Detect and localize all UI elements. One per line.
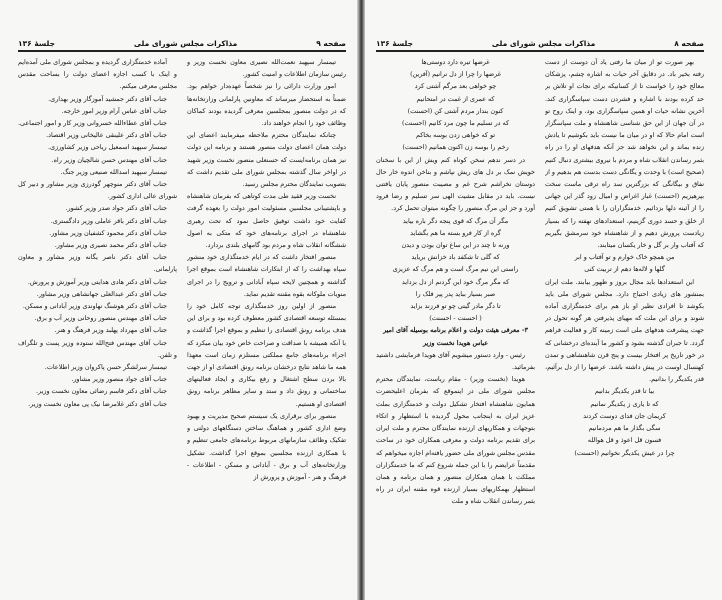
paragraph: جناب آقای دکتر جمشید آموزگار وزیر بهداری. (48, 94, 167, 103)
verse-line: من همچو خاک خوارم و تو آفتاب و ابر (574, 253, 675, 262)
paragraph: امور وزارت دارائی را نیز شخصاً عهده‌دار خواهم بود. ضمناً به استحضار میرساند که معاونین پارلمانی وزارتخانه‌ها که در دولت منصور بمجلسین معرفی گردیده بودند کماکان وظائف خود را انجام خواهند داد. (187, 82, 346, 128)
left-page-title: مذاکرات مجلس شورای ملی (133, 39, 238, 48)
verse-line: ورنه تا چند در این ساغ توان بودن و دیدن (401, 241, 510, 250)
paragraph: جناب آقای عطاءالله خسروانی وزیر کار و امور اجتماعی. (18, 119, 167, 128)
right-page-column-left (376, 56, 535, 588)
verse-line: غرضها را چرا از دل نرانیم (آفرین) (410, 70, 501, 79)
paragraph: جناب آقای دکتر قاسم رضائی معاون نخست وزیر. (36, 387, 167, 396)
verse-line: صبر بسیار بباید پدر پیر فلک را (415, 289, 496, 298)
paragraph: جناب آقای عباس آرام وزیر امور خارجه. (61, 106, 167, 115)
paragraph: نخست وزیر فقید طی مدت کوتاهی که بفرمان شاهنشاه و باپشتیبانی مجلسین مسئولیت امور دولت را بعهده گرفت کفایت خود داشت توفیق حاصل نمود که تحت رهبری شاهنشاه در اجرای برنامه‌های خود که متکی به اصول ششگانه انقلاب شاه و مردم بود گامهای بلندی بردارد. (187, 192, 346, 250)
paragraph: جناب آقای دکتر محمود کشفیان وزیر مشاور. (49, 228, 167, 237)
paragraph: تیمسار سپهبد نعمت‌الله نصیری معاون نخست وزیر و رئیس سازمان اطلاعات و امنیت کشور. (187, 58, 346, 79)
paragraph: جناب آقای مهرداد پهلبد وزیر فرهنگ و هنر. (54, 326, 167, 335)
left-page-column-left (18, 56, 177, 588)
paragraph: جناب آقای دکتر جواد صدر وزیر کشور. (65, 204, 167, 213)
left-page-number: صفحه ۹ (316, 39, 346, 48)
verse-line: تو که خواهی زدن بوسه بخاکم (415, 131, 496, 140)
header-divider (376, 50, 704, 52)
right-page-number: صفحه ۸ (674, 39, 704, 48)
paragraph: چنانکه نمایندگان محترم ملاحظه میفرمایند اعضای این دولت همان اعضای دولت منصور هستند و برنامه این دولت نیز همان برنامه‌ایست که حسنعلی منصور نخست وزیر شهید در اواخر سال گذشته بمجلس شورای ملی تقدیم داشت که بتصویب نمایندگان محترم مجلس رسید. (187, 131, 346, 189)
verse-line: که گلی تا شکفد باد خزانش بریاید (411, 253, 500, 262)
verse-line: بیا تا قدر یکدیگر بدانیم (594, 387, 655, 396)
verse-line: گره از کار فرو بسته ما هم بگشاید (410, 228, 501, 237)
verse-line: تا دگر مادر گیتی چو تو فرزند بزاید (410, 302, 501, 311)
right-page-session: جلسهٔ ۱۳۶ (376, 39, 413, 48)
verse-line: سگی بگذار ما هم مردمانیم (588, 424, 661, 433)
paragraph: منصور افتخار داشت که در ایام خدمتگذاری خود منشور سپاه بهداشت را که از ابتکارات شاهنشاه است بموقع اجرا گذاشته و همچنین لایحه سپاه آبادانی و ترویج را در اجرای منویات ملوکانه بقوه مقننه تقدیم نماید. (187, 253, 346, 298)
verse-line: که عمری از غمت در امتحانیم (416, 94, 495, 103)
paragraph: جناب آقای جواد منصور وزیر مشاور. (71, 375, 167, 384)
paragraph: تیمسار سپهبد اسمعیل ریاحی وزیر کشاورزی. (47, 143, 167, 152)
book-spine (357, 0, 365, 600)
verse-line: که تا یاری ز یکدیگر نمانیم (590, 399, 659, 408)
paragraph: منصور از اولین روز خدمتگذاری توجه کامل خود را بمسئله توسعه اقتصادی کشور معطوف کرده بود و برای این هدف برنامه رونق اقتصادی را تنظیم و بموقع اجرا گذاشت و با آنکه همیشه با صداقت و صراحت خاص خود بیان میکرد که اجراء برنامه‌های جامع مملکتی مستلزم زمان است معهذا همه ما شاهد نتایج درخشان برنامه رونق اقتصادی او از جهت بالا بردن سطح اشتغال و رفع بیکاری و ایجاد فعالیتهای ساختمانی و رونق داد و ستد و سایر مظاهر برنامه رونق اقتصادی او هستیم. (187, 302, 346, 408)
paragraph: تیمسار سپهبد اسدالله صنیعی وزیر جنگ. (60, 167, 167, 176)
paragraph: در دسر ندهم سخن کوتاه کنم ویش از این با سخنان خویش نمک بر دل های ریش نپاشم و بناخن اندوه خار حال دوستان نخراشم شرح غم و مصیبت منصور پایان یافتنی نیست. باید در مقابل مشیت الهی سر تسلیم و رضا فرود آورد و جز این مرگ منصور را چگونه میتوان تحمل کرد. (376, 155, 535, 213)
verse-line: چرا در عیش یکدیگر نخوانیم (احسنت) (574, 448, 675, 457)
verse-line: فسون قل اعوذ و قل هوالله (587, 436, 662, 445)
verse-line: رخم را بوسه زن اکنون همانیم (احسنت) (402, 143, 509, 152)
paragraph: رئیس - وارد دستور میشویم آقای هویدا فرمایشی داشتید بفرمائید. (376, 350, 535, 372)
verse-line: گلها و لاله‌ها دهم از تربیت کنی (584, 265, 665, 274)
paragraph: جناب آقای دکتر محمد نصیری وزیر مشاور. (54, 241, 167, 250)
right-page-header (376, 34, 704, 48)
paragraph: جناب آقای دکتر غلامرضا نیک پی معاون نخست وزیر. (28, 399, 167, 408)
paragraph: هویدا (نخست وزیر) - مقام ریاست، نمایندگان محترم مجلس شورای ملی در اینموقع که بفرمان اعلیحضرت همایون شاهنشاه افتخار تشکیل دولت و خدمتگزاری بملت عزیز ایران به اینجانب محول گردیده با استظهار و اتکاء بتوجهات و همکاریهای ارزنده نمایندگان محترم و ملت ایران برای تقدیم برنامه دولت و معرفی همکاران خود در ساحت مقدس مجلس شورای ملی حضور یافته‌ام اجازه میخواهم که مقدمتاً عرایضم را با این جمله شروع کنم که ما خدمتگزاران مملکت با همان همکاران منصور و همان برنامه و همان استظهار بهمکاریهای بسیار ارزنده قوه مقننه ایران در راه بثمر رساندن انقلاب شاه و ملت (376, 375, 535, 506)
paragraph: آماده خدمتگزاری گردیده و بمجلس شورای ملی آمده‌ایم و اینک با کسب اجازه اعضای دولت را بساحت مقدس مجلس معرفی میکنم. (18, 58, 177, 91)
left-page-columns (18, 56, 346, 588)
left-page-header (18, 34, 346, 48)
paragraph: جناب آقای دکتر منوچهر گودرزی وزیر مشاور و دبیر کل شورای عالی اداری کشور. (18, 180, 177, 201)
paragraph: منصور برای برقراری یک سیستم صحیح مدیریت و بهبود وضع اداری کشور و هماهنگ ساختن دستگاههای دولتی و تفکیک وظائف سازمانهای مربوط برنامه‌های جامعی تنظیم و با همکاری ارزنده مجلسین بموقع اجرا گذاشت. تشکیل وزارتخانه‌های آب و برق - آبادانی و مسکن - اطلاعات - فرهنگ و هنر - آموزش و پرورش از (187, 411, 346, 481)
paragraph: جناب آقای مهندس منصور روحانی وزیر آب و برق. (34, 314, 167, 323)
right-page-column-right (545, 56, 704, 588)
paragraph: جناب آقای مهندس فتح‌الله ستوده وزیر پست و تلگراف و تلفن. (18, 338, 177, 359)
paragraph: جناب آقای دکتر هادی هدایتی وزیر آموزش و پرورش. (27, 277, 167, 286)
section-heading: ۳- معرفی هیئت دولت و اعلام برنامه بوسیله آقای امیر عباس هویدا نخست وزیر (383, 326, 528, 347)
left-page-column-right (187, 56, 346, 588)
paragraph: جناب آقای دکتر عبدالعلی جهانشاهی وزیر مشاور. (36, 289, 167, 298)
right-page (361, 0, 722, 600)
paragraph: جناب آقای دکتر باقر عاملی وزیر دادگستری. (50, 216, 167, 225)
paragraph: ( احسنت - احسنت) (429, 314, 482, 323)
paragraph: تیمسار سرلشگر حسن پاکروان وزیر اطلاعات. (44, 363, 167, 372)
right-page-columns (376, 56, 704, 588)
verse-line: کریمان جان فدای دوست کردند (583, 411, 666, 420)
verse-line: مگر آن مرگ که قوی پنجه دگر باره بیاید (402, 216, 509, 225)
header-divider (18, 50, 346, 52)
paragraph: این استعدادها باید مجال بروز و ظهور بیابند. ملت ایران بمنشور های زیادی احتیاج دارد. مجلس شورای ملی باید بکوشد تا افرادی نظیر او باز هم برای خدمتگزاری آماده شوند و برای این ملت که مهیای پذیرفتن هر گونه تحول در جهت پیشرفت هدفهای ملی است زمینه کار و فعالیت فراهم گردد. تا جبران گذشته بشود و کشور ما آینده‌ای درخشانی که در خور تاریخ پر افتخار بیست و پنج قرن شاهنشاهی و تمدن کهنسال اوست در پیش داشته باشد. عرضها را از دل برآئیم، قدر یکدیگر را بدانیم. (545, 277, 704, 384)
verse-line: غرضها تیره دارد دوستی‌ها (421, 58, 490, 66)
paragraph: جناب آقای مهندس حسن شالچیان وزیر راه. (51, 155, 167, 164)
paragraph: جناب آقای دکتر هوشنگ نهاوندی وزیر آبادانی و مسکن. (22, 302, 167, 311)
paragraph: جناب آقای دکتر ناصر یگانه وزیر مشاور و معاون پارلمانی. (18, 253, 177, 274)
verse-line: کنون بندار مردم آشتی کن (احسنت) (407, 106, 504, 115)
paragraph: جناب آقای دکتر علینقی عالیخانی وزیر اقتصاد. (46, 131, 167, 140)
right-page-title: مذاکرات مجلس شورای ملی (491, 39, 596, 48)
verse-line: راستی این نیم مرگ است و هم مرگ که عزیزی (392, 265, 519, 274)
paragraph: بهر صورت تو از میان ما رفتی یاد آن دوست از دست رفته بخیر باد. در دقایق آخر حیات به اشاره چشم، پزشکان معالج خود را خواست تا از کسانیکه برای نجات او تلاش بر حد کرده بودند با اشاره و فشردن دست سپاسگزاری کند. آخرین نشانه حیات او همین سپاسگزاری بود، و اینک روح تو در آن جهان از این حق شناسی شاهنشاه و ملت سپاسگزار است امام حالا که او در میان ما نیست باید بکوشیم تا یادش زنده بماند و این نخواهد شد جز آنکه هدفهای او را در راه بثمر رساندن انقلاب شاه و مردم با نیروی بیشتری دنبال کنیم (صحیح است) با وحدت و یگانگی دست بدست هم بدهیم و از نفاق و بیگانگی که بزرگترین سد راه ترقی ماست سخت بپرهیزیم (احسنت) غبار اغراض و امیال زود گذر این جهانی را از آئینه دلها بزدائیم. خدمتگزاران را با همتی تشویق کنیم از خلق و حسد دوری گزینیم، استعدادهای نهفته را که بسیار زیادست پرورش دهیم و از شاهنشاه خود سرمشق بگیریم که آفتاب وار بر گل و خار یکسان میتابند. (545, 58, 704, 250)
verse-line: که در تسلیم ما چون مرد کانیم (احسنت) (401, 119, 510, 128)
left-page-session: جلسهٔ ۱۳۶ (18, 39, 55, 48)
verse-line: که مگر مرگ خود این گردنم از دل بزداید (401, 277, 510, 286)
verse-line: چو خواهی بعد مرگم آشتی کرد (414, 82, 497, 91)
